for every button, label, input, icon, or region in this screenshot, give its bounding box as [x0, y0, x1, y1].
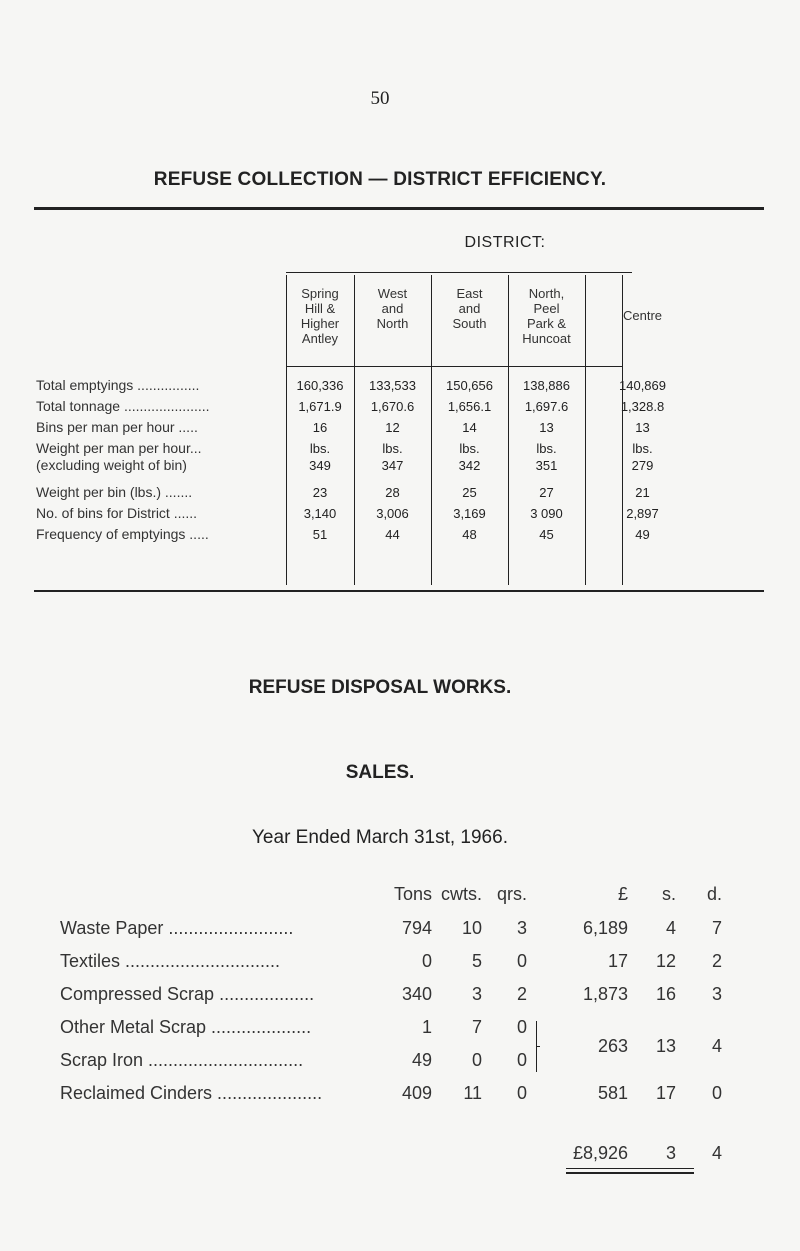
column-header-line: West [377, 286, 408, 301]
data-cell: 3,006 [376, 506, 409, 521]
sales-cell: 0 [471, 1050, 482, 1070]
sales-column-header: cwts. [440, 884, 482, 904]
data-cell: 23 [312, 485, 328, 500]
sales-cell: 5 [471, 951, 482, 971]
sales-cell: 1,873 [582, 984, 628, 1004]
district-rule [286, 272, 632, 273]
bracket-tick [536, 1046, 540, 1047]
column-header-line: Antley [301, 331, 339, 346]
data-cell: 27 [539, 485, 554, 500]
sales-row-label: Reclaimed Cinders ..................... [60, 1083, 323, 1103]
table-top-rule [34, 207, 764, 210]
sales-cell: 0 [711, 1083, 722, 1103]
data-cell: 49 [635, 527, 650, 542]
sales-column-header: Tons [393, 884, 432, 904]
sales-cell: 11 [463, 1083, 482, 1103]
data-cell: 133,533 [369, 378, 416, 393]
sales-cell: 17 [655, 1083, 676, 1103]
row-label: Total emptyings ................ [36, 378, 200, 393]
sales-title: SALES. [345, 762, 415, 783]
row-label: No. of bins for District ...... [36, 506, 198, 521]
disposal-title: REFUSE DISPOSAL WORKS. [248, 677, 512, 698]
column-header-line: and [381, 301, 404, 316]
data-cell: 1,670.6 [370, 399, 415, 414]
sales-cell: 4 [711, 1036, 722, 1056]
sales-cell: 0 [516, 951, 527, 971]
sales-cell: 4 [665, 918, 676, 938]
data-cell: 1,328.8 [620, 399, 665, 414]
data-cell: 342 [458, 458, 481, 473]
header-underline [286, 366, 622, 367]
data-cell: 160,336 [296, 378, 344, 393]
data-cell: 28 [385, 485, 400, 500]
sales-row-label: Waste Paper ......................... [60, 918, 294, 938]
sales-cell: 2 [711, 951, 722, 971]
row-label: Weight per man per hour... [36, 441, 202, 456]
sales-cell: 17 [607, 951, 628, 971]
row-label: (excluding weight of bin) [36, 458, 187, 473]
row-label: Weight per bin (lbs.) ....... [36, 485, 193, 500]
sales-cell: 7 [471, 1017, 482, 1037]
data-cell: 3,140 [303, 506, 337, 521]
total-underline [566, 1168, 694, 1169]
row-label: Bins per man per hour ..... [36, 420, 198, 435]
column-header-line: Higher [300, 316, 340, 331]
data-cell: 347 [381, 458, 404, 473]
data-cell: 16 [312, 420, 328, 435]
sales-cell: 0 [516, 1017, 527, 1037]
data-cell: 3,169 [453, 506, 486, 521]
unit-label: lbs. [309, 441, 331, 456]
page-number: 50 [370, 88, 390, 109]
data-cell: 3 090 [530, 506, 563, 521]
data-cell: 51 [312, 527, 328, 542]
column-header-line: North, [528, 286, 565, 301]
sales-cell: 12 [655, 951, 676, 971]
sales-cell: 2 [516, 984, 527, 1004]
data-cell: 48 [462, 527, 477, 542]
column-header-line: and [458, 301, 481, 316]
sales-cell: 794 [401, 918, 432, 938]
sales-total: 4 [711, 1143, 722, 1163]
unit-label: lbs. [459, 441, 480, 456]
data-cell: 45 [539, 527, 554, 542]
data-cell: 150,656 [446, 378, 493, 393]
column-header-line: East [456, 286, 483, 301]
data-cell: 1,656.1 [447, 399, 492, 414]
sales-cell: 3 [516, 918, 527, 938]
sales-cell: 6,189 [582, 918, 628, 938]
year-line: Year Ended March 31st, 1966. [252, 827, 508, 848]
data-cell: 138,886 [523, 378, 570, 393]
data-cell: 13 [539, 420, 554, 435]
sales-cell: 3 [471, 984, 482, 1004]
unit-label: lbs. [382, 441, 403, 456]
data-cell: 1,671.9 [298, 399, 342, 414]
data-cell: 1,697.6 [524, 399, 569, 414]
data-cell: 2,897 [626, 506, 659, 521]
sales-cell: 7 [711, 918, 722, 938]
row-label: Frequency of emptyings ..... [36, 527, 209, 542]
sales-cell: 0 [516, 1050, 527, 1070]
sales-row-label: Textiles ............................... [60, 951, 281, 971]
unit-label: lbs. [632, 441, 653, 456]
sales-cell: 263 [597, 1036, 628, 1056]
sales-cell: 581 [597, 1083, 628, 1103]
column-header-line: Hill & [304, 301, 336, 316]
sales-row-label: Scrap Iron ............................... [60, 1050, 304, 1070]
data-cell: 25 [462, 485, 477, 500]
sales-cell: 0 [516, 1083, 527, 1103]
total-underline [566, 1172, 694, 1174]
sales-cell: 409 [401, 1083, 432, 1103]
data-cell: 13 [635, 420, 650, 435]
sales-row-label: Compressed Scrap ................... [60, 984, 315, 1004]
page-title: REFUSE COLLECTION — DISTRICT EFFICIENCY. [153, 169, 607, 190]
sales-cell: 49 [411, 1050, 432, 1070]
data-cell: 140,869 [619, 378, 666, 393]
sales-row-label: Other Metal Scrap .................... [60, 1017, 312, 1037]
data-cell: 279 [631, 458, 654, 473]
sales-cell: 0 [421, 951, 432, 971]
sales-cell: 10 [461, 918, 482, 938]
sales-total: 3 [665, 1143, 676, 1163]
sales-cell: 340 [401, 984, 432, 1004]
data-cell: 14 [462, 420, 477, 435]
column-header-line: Centre [622, 308, 663, 323]
data-cell: 349 [309, 458, 331, 473]
data-cell: 12 [385, 420, 400, 435]
column-header-line: Huncoat [522, 331, 571, 346]
data-cell: 351 [535, 458, 558, 473]
sales-cell: 13 [655, 1036, 676, 1056]
column-header-line: Spring [301, 286, 339, 301]
sales-cell: 1 [421, 1017, 432, 1037]
sales-column-header: qrs. [496, 884, 527, 904]
column-header-line: Park & [526, 316, 566, 331]
district-heading: DISTRICT: [464, 234, 546, 251]
table-bottom-rule [34, 590, 764, 592]
sales-column-header: £ [617, 884, 628, 904]
sales-column-header: d. [706, 884, 722, 904]
sales-cell: 3 [711, 984, 722, 1004]
column-header-line: Peel [533, 301, 560, 316]
column-header-line: South [452, 316, 487, 331]
sales-cell: 16 [655, 984, 676, 1004]
data-cell: 44 [385, 527, 400, 542]
unit-label: lbs. [536, 441, 557, 456]
sales-total: £8,926 [572, 1143, 628, 1163]
sales-column-header: s. [661, 884, 676, 904]
column-header-line: North [376, 316, 409, 331]
data-cell: 21 [635, 485, 650, 500]
row-label: Total tonnage ...................... [36, 399, 210, 414]
